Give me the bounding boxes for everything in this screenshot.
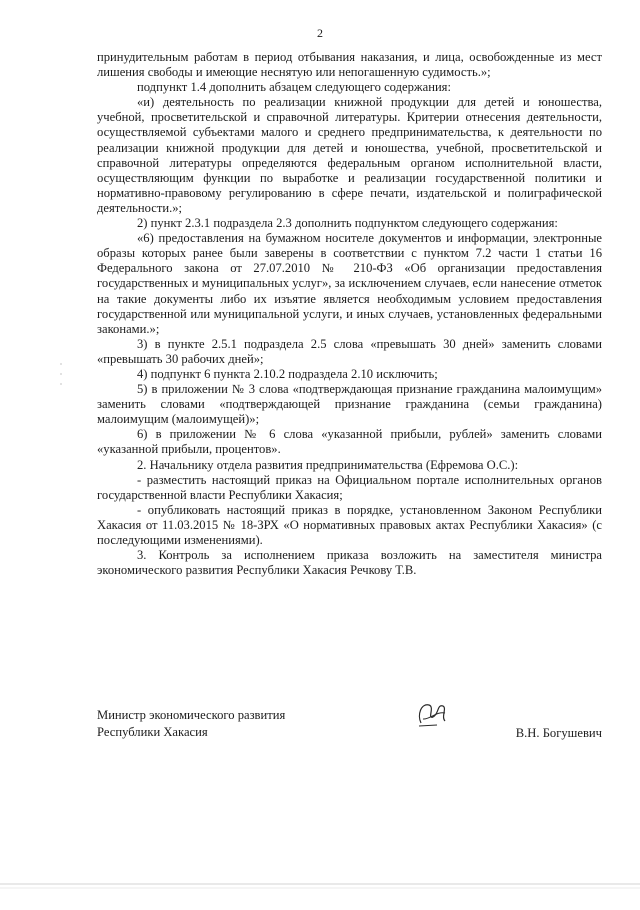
paragraph: подпункт 1.4 дополнить абзацем следующего содержания: — [137, 80, 451, 95]
signatory-title-line: Министр экономического развития — [97, 708, 286, 722]
paragraph: - опубликовать настоящий приказ в порядке, установленном Законом Республики Хакасия от 11.03.2015 № 18-ЗРХ «О нормативных правовых актах Республики Хакасия» (с последующими изменениями). — [97, 502, 602, 547]
paragraph: 5) в приложении № 3 слова «подтверждающая признание гражданина малоимущим» заменить словами «подтверждающей признание гражданина (семьи гражданина) малоимущим (малоимущей)»; — [97, 382, 602, 427]
signatory-title-line: Республики Хакасия — [97, 725, 208, 739]
page-number: 2 — [317, 26, 323, 40]
paragraph: 3. Контроль за исполнением приказа возложить на заместителя министра экономического развития Республики Хакасия Речкову Т.В. — [97, 548, 602, 578]
handwritten-signature — [415, 699, 449, 734]
paragraph: «и) деятельность по реализации книжной продукции для детей и юношества, учебной, просветительской и справочной литературы. Критерии отнесения деятельности, осуществляемой субъектами малого и среднего предпринимательства, к деятельности по реализации книжной продукции для детей и юношества, учебной, просветительской и справочной литературы определяются федеральным органом исполнительной власти, осуществляющим функции по выработке и реализации государственной политики и нормативно-правовому регулированию в сфере печати, издательской и полиграфической деятельности.»; — [97, 95, 602, 215]
paragraph: принудительным работам в период отбывания наказания, и лица, освобожденные из мест лишения свободы и имеющие неснятую или непогашенную судимость.»; — [97, 50, 602, 80]
paragraph: 3) в пункте 2.5.1 подраздела 2.5 слова «превышать 30 дней» заменить словами «превышать 30 рабочих дней»; — [97, 336, 602, 366]
paragraph: 4) подпункт 6 пункта 2.10.2 подраздела 2.10 исключить; — [137, 366, 438, 381]
scan-edge-lines — [0, 880, 640, 905]
paragraph: «6) предоставления на бумажном носителе документов и информации, электронные образы которых ранее были заверены в соответствии с пунктом 7.2 части 1 статьи 16 Федерального закона от 27.07.2010 № 210-ФЗ «Об организации предоставления государственных и муниципальных услуг», за исключением случаев, если нанесение отметок на такие документы либо их изъятие является необходимым условием предоставления государственной или муниципальной услуги, и иных случаев, установленных федеральными законами.»; — [97, 231, 602, 336]
signature-scribble-icon — [415, 699, 449, 729]
document-body — [97, 50, 602, 578]
paragraph: 6) в приложении № 6 слова «указанной прибыли, рублей» заменить словами «указанной прибыли, процентов». — [97, 427, 602, 457]
signatory-title — [97, 707, 285, 741]
scan-margin-marks — [58, 360, 64, 395]
paragraph: - разместить настоящий приказ на Официальном портале исполнительных органов государственной власти Республики Хакасия; — [97, 472, 602, 502]
signatory-name: В.Н. Богушевич — [515, 726, 602, 740]
paragraph: 2) пункт 2.3.1 подраздела 2.3 дополнить подпунктом следующего содержания: — [137, 216, 558, 231]
paragraph: 2. Начальнику отдела развития предпринимательства (Ефремова О.С.): — [137, 457, 519, 472]
signature-block — [97, 707, 602, 743]
